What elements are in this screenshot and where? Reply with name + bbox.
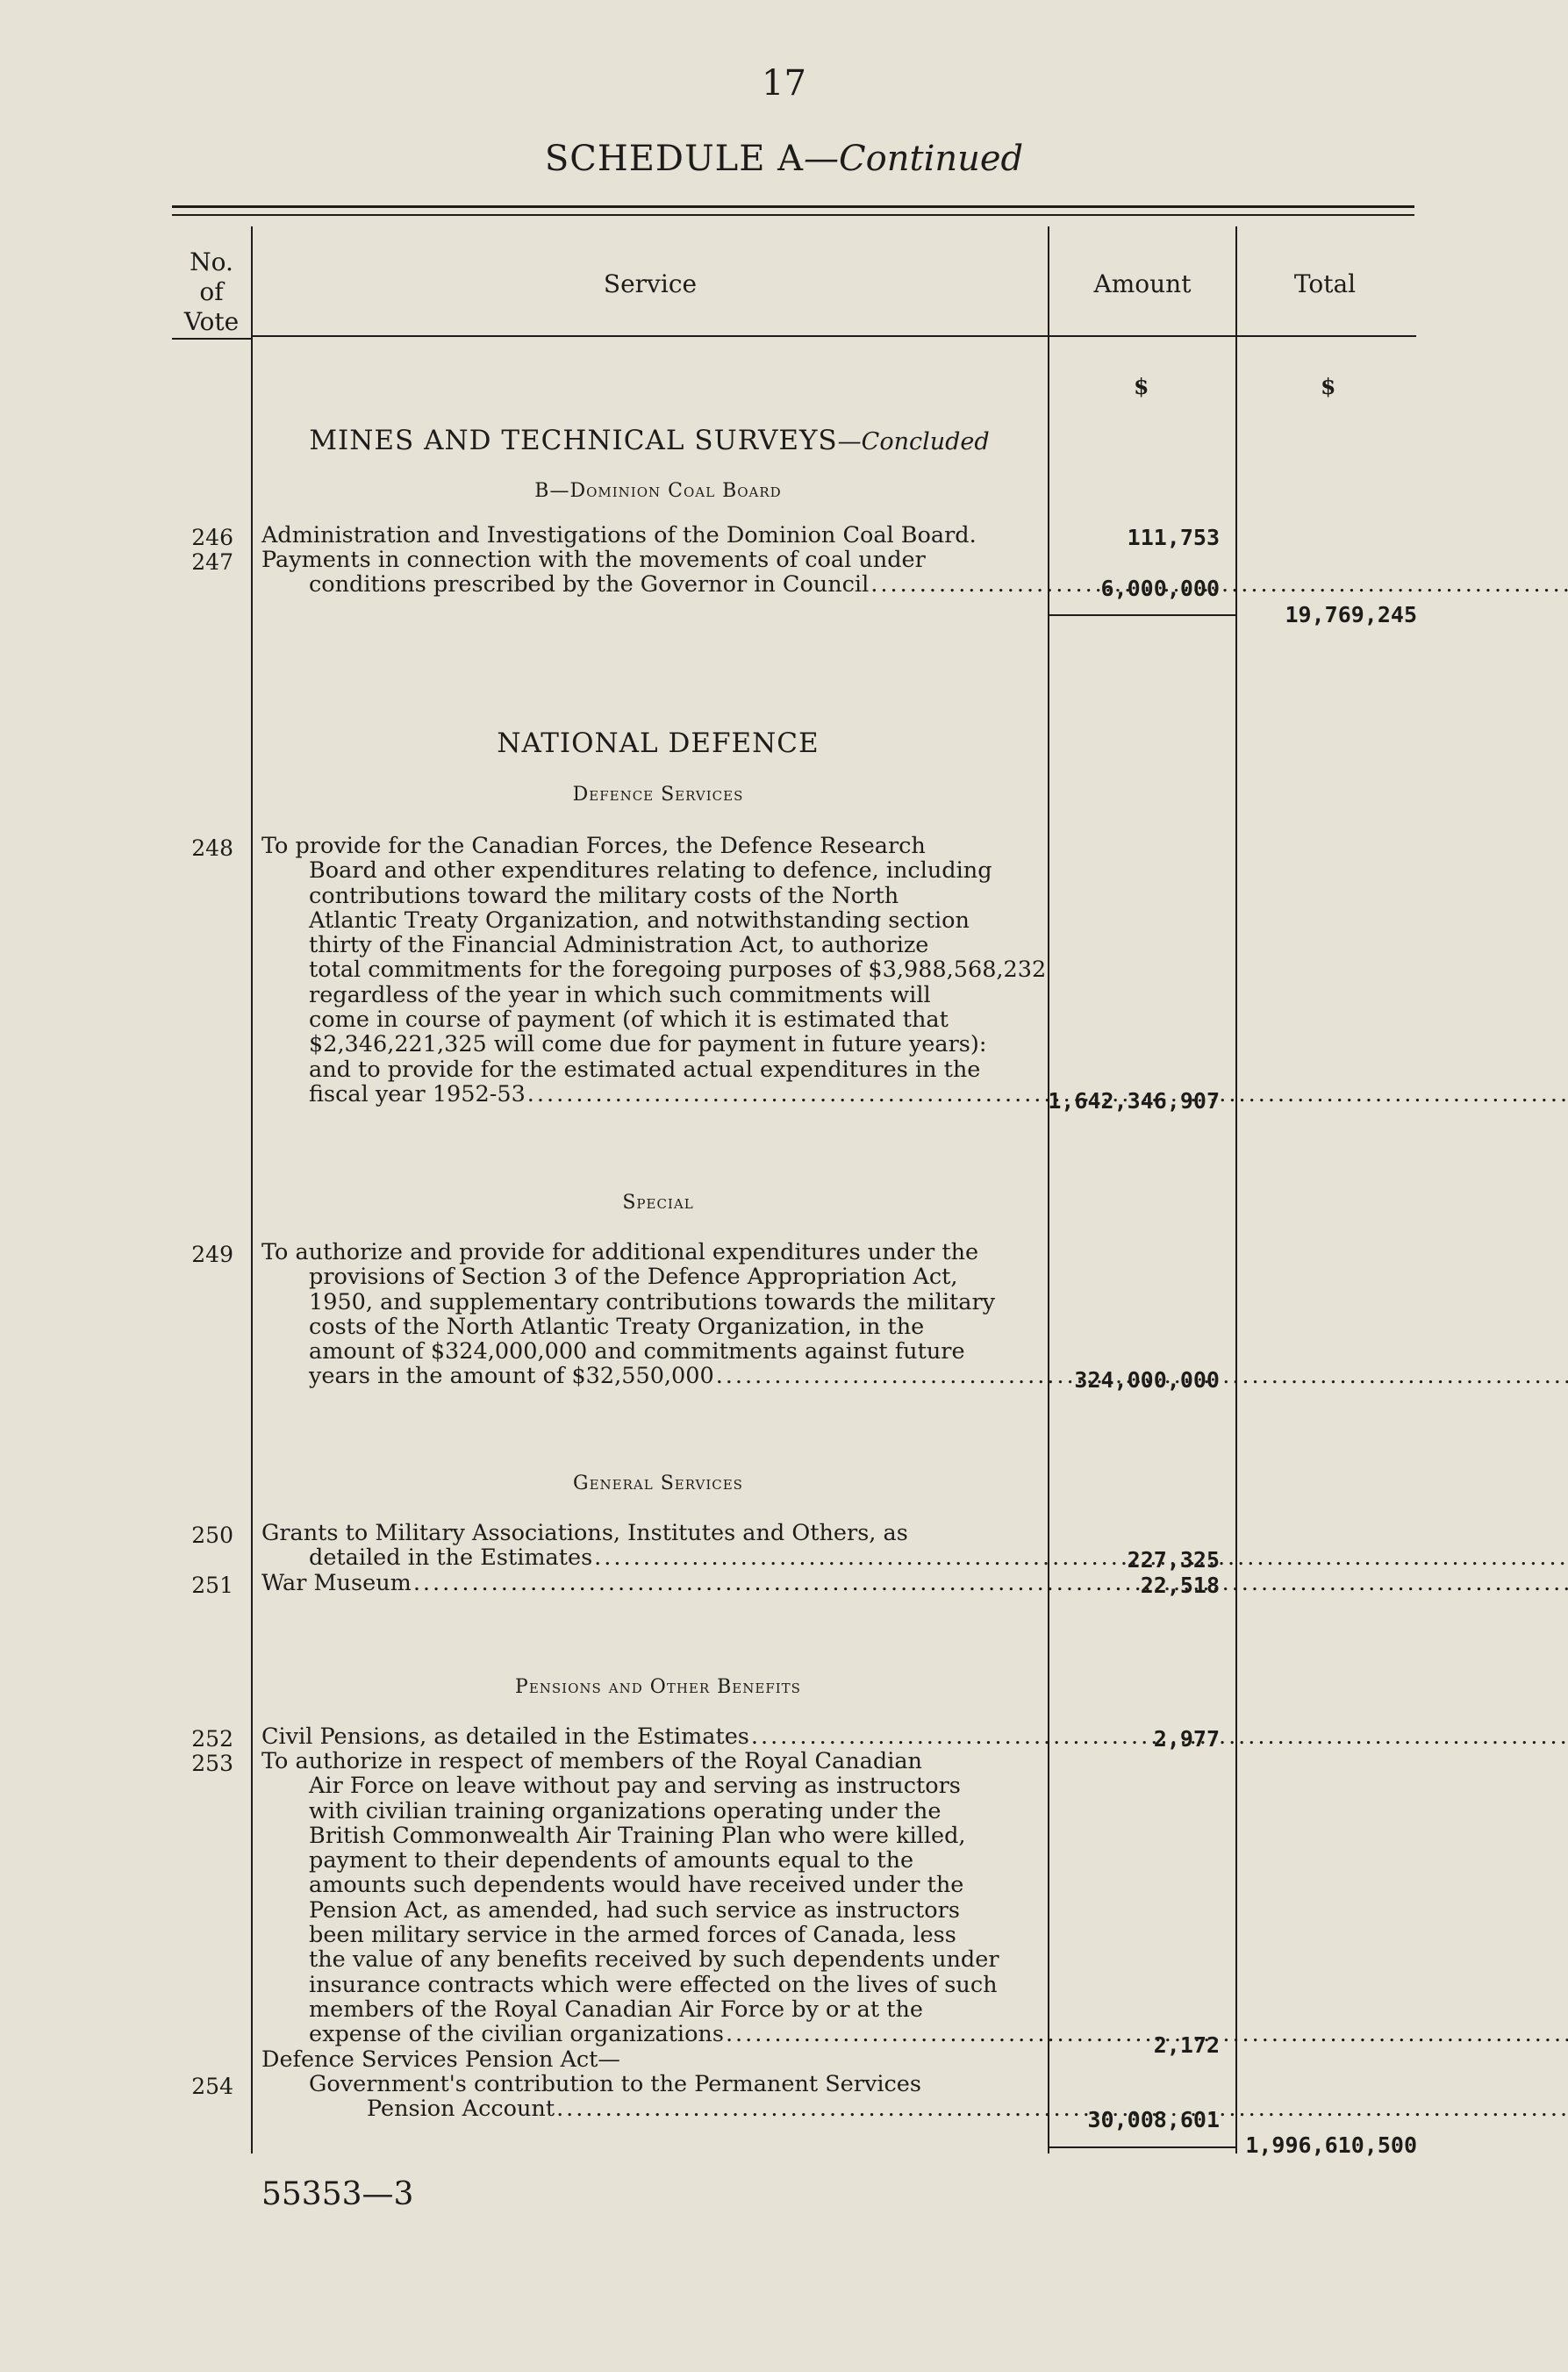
service-line: Payments in connection with the movements of coal under: [261, 547, 926, 573]
subtotal-rule: [1049, 614, 1235, 616]
section-mines: [261, 425, 1037, 456]
amount-value: 30,008,601: [1087, 2107, 1220, 2132]
service-text-249: [261, 1240, 1055, 1389]
service-line: To authorize and provide for additional expenditures under the: [261, 1239, 979, 1265]
service-text-pension-act: [261, 2047, 1055, 2072]
service-line: members of the Royal Canadian Air Force by or at the: [309, 1996, 923, 2023]
service-line-last: [261, 572, 1055, 597]
column-header-vote: No. of Vote: [183, 247, 240, 336]
subsection-coal-board: B—Dominion Coal Board: [534, 480, 782, 502]
amount-value: 6,000,000: [1100, 576, 1220, 601]
currency-total: $: [1321, 374, 1336, 399]
section-mines-title: MINES AND TECHNICAL SURVEYS: [309, 425, 838, 456]
service-line-last: [261, 1724, 1055, 1749]
service-text-252: [261, 1724, 1055, 1749]
service-text-250: [261, 1521, 1055, 1571]
vote-number: 249: [191, 1242, 233, 1267]
header-rule-total: [1237, 335, 1416, 337]
service-line: Atlantic Treaty Organization, and notwithstanding section: [309, 907, 970, 934]
service-line: come in course of payment (of which it is estimated that: [309, 1007, 949, 1034]
service-text-248: [261, 834, 1055, 1107]
column-header-amount: Amount: [1093, 269, 1192, 298]
service-line: Grants to Military Associations, Institutes and Others, as: [261, 1520, 908, 1546]
vote-number: 253: [191, 1751, 233, 1776]
service-line: total commitments for the foregoing purposes of $3,988,568,232: [309, 957, 1047, 984]
service-line-last: [261, 1364, 1055, 1388]
service-line: been military service in the armed forces of Canada, less: [309, 1922, 956, 1949]
currency-amount: $: [1134, 374, 1149, 399]
service-line-last: [261, 1082, 1055, 1107]
schedule-title: [0, 139, 1568, 179]
service-line: payment to their dependents of amounts equal to the: [309, 1847, 914, 1874]
column-divider-3: [1235, 226, 1237, 2153]
service-line: 1950, and supplementary contributions towards the military: [309, 1288, 996, 1315]
vote-number: 248: [191, 835, 233, 861]
service-line: contributions toward the military costs of the North: [309, 882, 899, 909]
service-line: insurance contracts which were effected on the lives of such: [309, 1971, 998, 1998]
service-text-251: [261, 1571, 1055, 1595]
service-line-last: [261, 1571, 1055, 1595]
service-line-text: War Museum: [261, 1570, 412, 1596]
total-value: 1,996,610,500: [1245, 2132, 1417, 2158]
column-header-service: Service: [603, 269, 698, 298]
service-line: regardless of the year in which such commitments will: [309, 981, 931, 1008]
amount-value: 22,518: [1140, 1573, 1220, 1598]
service-line: To authorize in respect of members of the Royal Canadian: [261, 1748, 922, 1774]
section-national-defence: NATIONAL DEFENCE: [497, 727, 820, 759]
service-line: Board and other expenditures relating to defence, including: [309, 857, 992, 885]
section-mines-suffix: —Concluded: [837, 428, 990, 455]
total-value: 19,769,245: [1285, 602, 1417, 627]
service-text-254: [261, 2072, 1055, 2122]
service-line-text: years in the amount of $32,550,000: [309, 1363, 714, 1390]
subsection-special: Special: [622, 1192, 694, 1214]
service-line-text: detailed in the Estimates: [309, 1544, 593, 1572]
vote-number: 251: [191, 1573, 233, 1598]
subsection-general-services: General Services: [573, 1473, 743, 1494]
service-line-text: Civil Pensions, as detailed in the Estimates: [261, 1723, 749, 1750]
dot-leader: [413, 1570, 1568, 1596]
service-line: amounts such dependents would have received under the: [309, 1872, 964, 1899]
service-line-last: [261, 1545, 1055, 1570]
service-line-text: conditions prescribed by the Governor in Council: [309, 571, 870, 598]
schedule-title-suffix: —Continued: [804, 139, 1024, 179]
service-line: To provide for the Canadian Forces, the Defence Research: [261, 833, 926, 859]
footer-signature: 55353—3: [261, 2176, 414, 2212]
service-text-253: [261, 1749, 1055, 2047]
service-line: with civilian training organizations operating under the: [309, 1797, 942, 1824]
subtotal-rule: [1049, 2146, 1235, 2148]
top-rule-2: [172, 214, 1414, 216]
subsection-pensions: Pensions and Other Benefits: [515, 1676, 801, 1698]
top-rule-1: [172, 205, 1414, 208]
column-header-total: Total: [1293, 269, 1357, 298]
service-line: provisions of Section 3 of the Defence Appropriation Act,: [309, 1264, 958, 1291]
service-text: Administration and Investigations of the Dominion Coal Board.: [261, 522, 977, 548]
service-line: the value of any benefits received by such dependents under: [309, 1946, 999, 1974]
page-number: 17: [762, 63, 806, 104]
header-rule-vote: [172, 338, 251, 340]
service-line: thirty of the Financial Administration Act, to authorize: [309, 932, 929, 959]
service-line: and to provide for the estimated actual expenditures in the: [309, 1056, 981, 1083]
service-line: Government's contribution to the Permanent Services: [309, 2071, 921, 2097]
schedule-title-main: SCHEDULE A: [544, 139, 805, 179]
vote-number: 250: [191, 1523, 233, 1548]
service-line-last: [261, 2096, 1055, 2121]
service-line-text: expense of the civilian organizations: [309, 2021, 724, 2048]
service-line: Defence Services Pension Act—: [261, 2046, 620, 2073]
amount-value: 111,753: [1127, 525, 1220, 550]
service-line: costs of the North Atlantic Treaty Organization, in the: [309, 1313, 925, 1340]
header-rule-amount: [1049, 335, 1235, 337]
vote-number: 247: [191, 549, 233, 575]
service-line: amount of $324,000,000 and commitments against future: [309, 1338, 965, 1365]
amount-value: 324,000,000: [1074, 1367, 1220, 1393]
service-line-last: [261, 2022, 1055, 2046]
service-line: British Commonwealth Air Training Plan who were killed,: [309, 1822, 966, 1849]
service-line-text: fiscal year 1952-53: [309, 1080, 526, 1107]
column-divider-1: [251, 226, 253, 2153]
vote-number: 254: [191, 2074, 233, 2099]
header-rule-service: [253, 335, 1048, 337]
service-line-text: Pension Account: [367, 2096, 555, 2123]
service-line: $2,346,221,325 will come due for payment in future years):: [309, 1031, 987, 1058]
amount-value: 2,977: [1153, 1726, 1220, 1752]
subsection-defence-services: Defence Services: [572, 784, 744, 806]
amount-value: 2,172: [1153, 2032, 1220, 2058]
service-line: Air Force on leave without pay and serving as instructors: [309, 1773, 961, 1800]
amount-value: 1,642,346,907: [1048, 1088, 1220, 1114]
service-line: Pension Act, as amended, had such service as instructors: [309, 1896, 960, 1924]
service-text: [261, 548, 1055, 598]
vote-number: 252: [191, 1726, 233, 1752]
vote-number: 246: [191, 525, 233, 550]
amount-value: 227,325: [1127, 1547, 1220, 1573]
